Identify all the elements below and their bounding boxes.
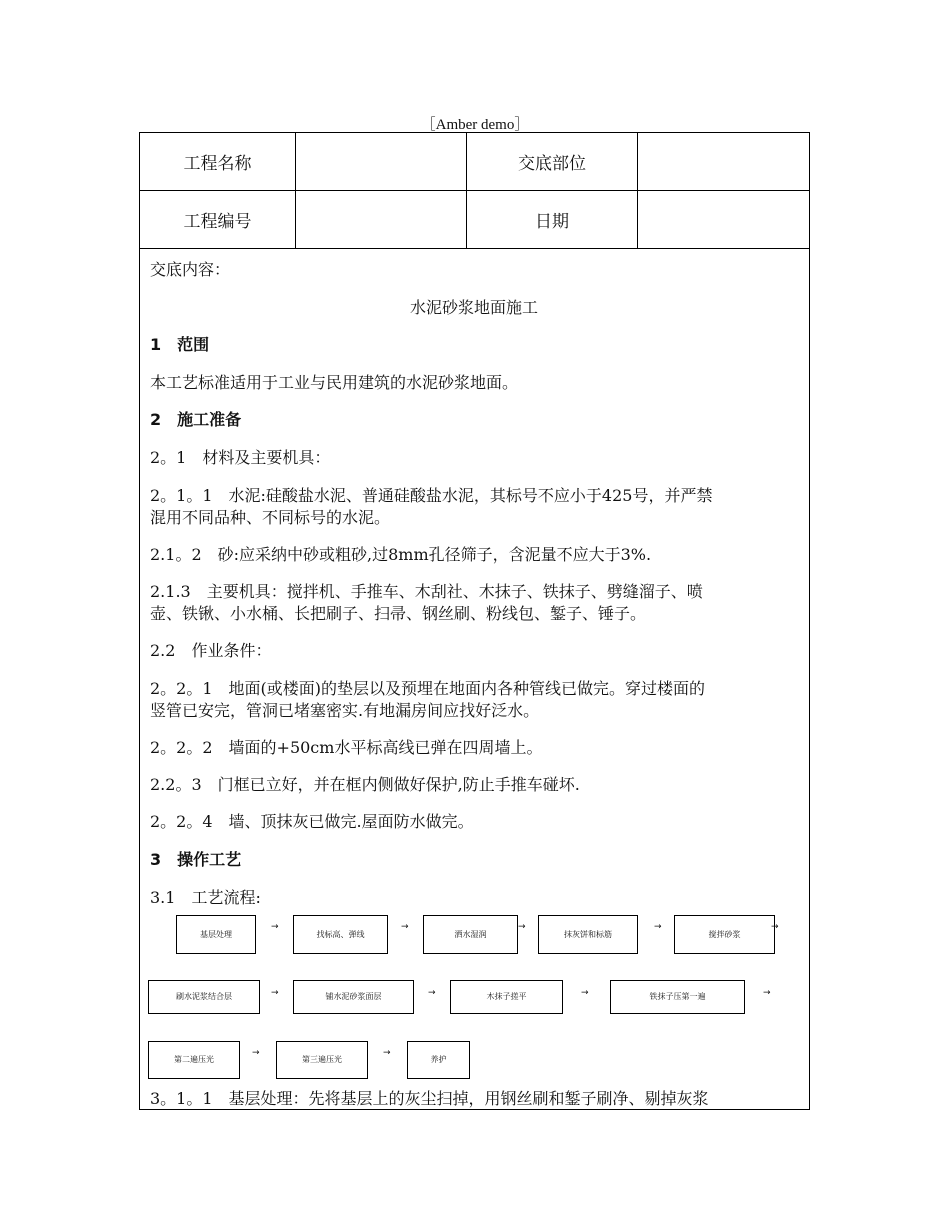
section-2-1-1-line2: 混用不同品种、不同标号的水泥。 <box>150 508 391 527</box>
flow-step: 铁抹子压第一遍 <box>610 980 745 1014</box>
section-2-1-2: 2.1。2 砂:应采纳中砂或粗砂,过8mm孔径筛子，含泥量不应大于3%. <box>150 545 652 564</box>
section-2-2-1-line1: 2。2。1 地面(或楼面)的垫层以及预埋在地面内各种管线已做完。穿过楼面的 <box>150 679 706 698</box>
section-3-1: 3.1 工艺流程: <box>150 888 261 907</box>
flow-arrow: → <box>771 922 779 932</box>
table-row <box>140 133 811 191</box>
flow-step: 刷水泥浆结合层 <box>148 980 260 1014</box>
flow-arrow: → <box>252 1048 260 1058</box>
flow-step: 养护 <box>407 1041 470 1079</box>
date-label: 日期 <box>467 191 638 249</box>
table-row <box>140 191 811 249</box>
flow-step: 搅拌砂浆 <box>674 915 775 954</box>
section-2-1-1-line1: 2。1。1 水泥:硅酸盐水泥、普通硅酸盐水泥，其标号不应小于425号，并严禁 <box>150 486 713 505</box>
flow-arrow: → <box>581 988 589 998</box>
handover-form <box>139 132 810 1110</box>
flow-step: 铺水泥砂浆面层 <box>293 980 414 1014</box>
flow-step: 基层处理 <box>176 915 256 954</box>
date-value <box>638 191 811 249</box>
project-name-value <box>296 133 467 191</box>
project-no-value <box>296 191 467 249</box>
section-2-2-3: 2.2。3 门框已立好，并在框内侧做好保护,防止手推车碰坏. <box>150 775 580 794</box>
section-2-heading: 2 施工准备 <box>150 410 242 429</box>
section-2-1-3-line1: 2.1.3 主要机具：搅拌机、手推车、木刮社、木抹子、铁抹子、劈缝溜子、喷 <box>150 582 703 601</box>
flow-step: 木抹子搓平 <box>450 980 563 1014</box>
flow-arrow: → <box>271 988 279 998</box>
flow-step: 第二遍压光 <box>148 1041 240 1079</box>
flow-arrow: → <box>271 922 279 932</box>
doc-title: 水泥砂浆地面施工 <box>409 298 538 317</box>
section-2-2-4: 2。2。4 墙、顶抹灰已做完.屋面防水做完。 <box>150 812 474 831</box>
flow-step: 抹灰饼和标筋 <box>538 915 638 954</box>
page-header: ［Amber demo］ <box>420 117 530 133</box>
flow-arrow: → <box>654 922 662 932</box>
section-3-heading: 3 操作工艺 <box>150 850 242 869</box>
section-2-2-1-line2: 竖管已安完，管洞已堵塞密实.有地漏房间应找好泛水。 <box>150 701 540 720</box>
handover-part-value <box>638 133 811 191</box>
flow-arrow: → <box>763 988 771 998</box>
section-2-2-2: 2。2。2 墙面的+50cm水平标高线已弹在四周墙上。 <box>150 738 543 757</box>
handover-part-label: 交底部位 <box>467 133 638 191</box>
section-3-1-1: 3。1。1 基层处理：先将基层上的灰尘扫掉，用钢丝刷和錾子刷净、剔掉灰浆 <box>150 1089 709 1108</box>
section-1-text: 本工艺标准适用于工业与民用建筑的水泥砂浆地面。 <box>150 373 519 392</box>
info-table <box>139 132 810 249</box>
section-2-1: 2。1 材料及主要机具： <box>150 448 331 467</box>
flow-step: 找标高、弹线 <box>293 915 388 954</box>
project-name-label: 工程名称 <box>140 133 296 191</box>
intro-label: 交底内容： <box>150 260 231 279</box>
flow-arrow: → <box>401 922 409 932</box>
section-2-2: 2.2 作业条件： <box>150 641 272 660</box>
flow-arrow: → <box>383 1048 391 1058</box>
flow-arrow: → <box>518 922 526 932</box>
flow-step: 洒水湿润 <box>423 915 518 954</box>
project-no-label: 工程编号 <box>140 191 296 249</box>
section-1-heading: 1 范围 <box>150 335 210 354</box>
section-2-1-3-line2: 壶、铁锹、小水桶、长把刷子、扫帚、钢丝刷、粉线包、錾子、锤子。 <box>150 604 647 623</box>
flow-step: 第三遍压光 <box>276 1041 368 1079</box>
flow-arrow: → <box>428 988 436 998</box>
